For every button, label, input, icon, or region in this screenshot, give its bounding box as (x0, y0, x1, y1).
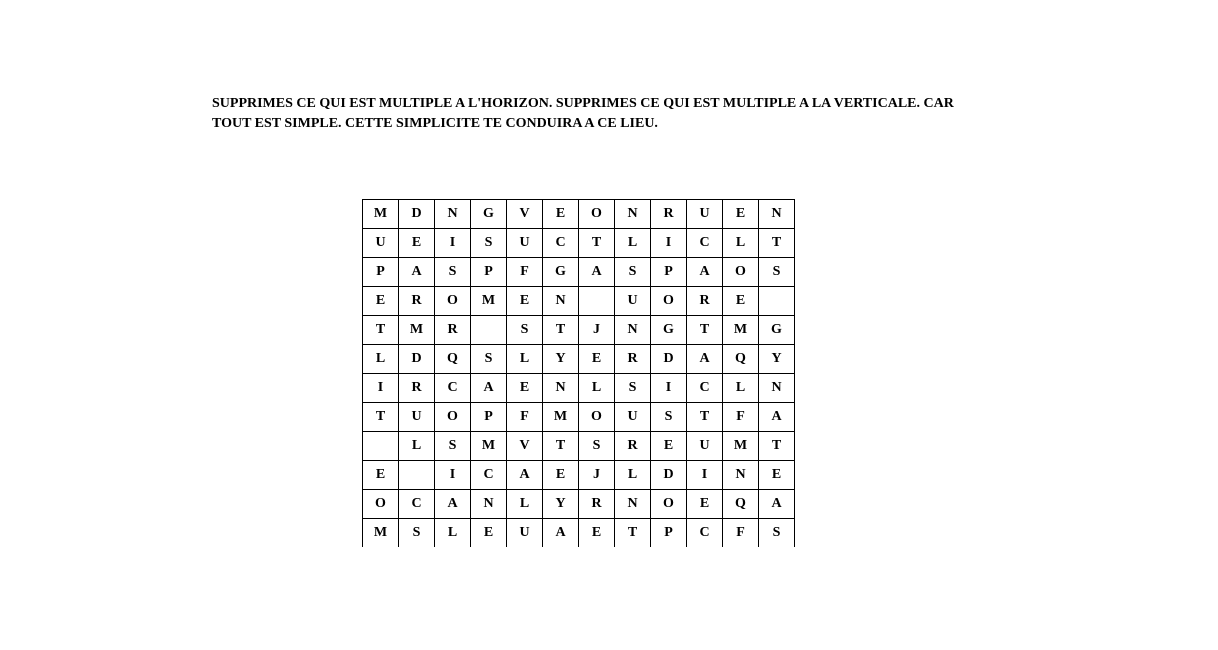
grid-cell: T (363, 403, 399, 432)
grid-cell: A (543, 519, 579, 548)
grid-cell: F (507, 403, 543, 432)
grid-cell: U (615, 287, 651, 316)
grid-cell: I (687, 461, 723, 490)
grid-cell (399, 461, 435, 490)
grid-cell: M (363, 200, 399, 229)
grid-cell (579, 287, 615, 316)
grid-cell: V (507, 200, 543, 229)
grid-cell: L (723, 229, 759, 258)
grid-cell: M (543, 403, 579, 432)
grid-cell: I (651, 374, 687, 403)
grid-cell: M (363, 519, 399, 548)
grid-row (363, 287, 795, 316)
grid-cell: Y (543, 345, 579, 374)
grid-cell: M (399, 316, 435, 345)
grid-cell: R (579, 490, 615, 519)
grid-cell: A (687, 345, 723, 374)
grid-cell: E (759, 461, 795, 490)
grid-cell: L (507, 490, 543, 519)
grid-cell: L (399, 432, 435, 461)
grid-cell: A (507, 461, 543, 490)
grid-cell: U (615, 403, 651, 432)
grid-cell: S (651, 403, 687, 432)
grid-cell: P (651, 258, 687, 287)
grid-cell: E (579, 345, 615, 374)
grid-cell: M (723, 316, 759, 345)
grid-cell: E (507, 287, 543, 316)
grid-cell: C (687, 374, 723, 403)
grid-cell: I (363, 374, 399, 403)
grid-cell: O (723, 258, 759, 287)
grid-cell: C (543, 229, 579, 258)
grid-cell: N (759, 374, 795, 403)
grid-row (363, 200, 795, 229)
grid-row (363, 374, 795, 403)
grid-cell: D (651, 345, 687, 374)
grid-row (363, 258, 795, 287)
grid-cell: E (651, 432, 687, 461)
instructions-line-1: SUPPRIMES CE QUI EST MULTIPLE A L'HORIZON. SUPPRIMES CE QUI EST MULTIPLE A LA VERTICALE. CAR (212, 96, 954, 111)
grid-cell: A (435, 490, 471, 519)
grid-cell: S (507, 316, 543, 345)
grid-cell: O (651, 287, 687, 316)
grid-cell: E (543, 461, 579, 490)
grid-cell (759, 287, 795, 316)
grid-cell: T (759, 229, 795, 258)
grid-cell: O (435, 287, 471, 316)
grid-cell (363, 432, 399, 461)
grid-cell: I (435, 229, 471, 258)
grid-cell: E (399, 229, 435, 258)
grid-cell: R (687, 287, 723, 316)
grid-row (363, 461, 795, 490)
grid-cell: S (579, 432, 615, 461)
grid-cell: L (435, 519, 471, 548)
grid-cell: S (471, 345, 507, 374)
grid-cell: N (543, 287, 579, 316)
grid-cell: S (615, 374, 651, 403)
grid-cell: G (543, 258, 579, 287)
grid-cell: E (363, 287, 399, 316)
grid-row (363, 519, 795, 548)
grid-cell: M (471, 287, 507, 316)
grid-cell: U (363, 229, 399, 258)
grid-cell: D (651, 461, 687, 490)
instructions-line-2: TOUT EST SIMPLE. CETTE SIMPLICITE TE CONDUIRA A CE LIEU. (212, 116, 658, 131)
grid-cell: T (615, 519, 651, 548)
grid-cell: E (723, 200, 759, 229)
grid-cell: U (687, 200, 723, 229)
grid-cell: N (615, 200, 651, 229)
grid-cell: T (687, 316, 723, 345)
grid-row (363, 432, 795, 461)
grid-cell: S (615, 258, 651, 287)
grid-cell: I (435, 461, 471, 490)
grid-cell: C (399, 490, 435, 519)
grid-cell: Q (723, 490, 759, 519)
grid-cell: U (399, 403, 435, 432)
grid-row (363, 403, 795, 432)
grid-cell: S (435, 258, 471, 287)
grid-cell: P (651, 519, 687, 548)
grid-cell: E (543, 200, 579, 229)
grid-cell: T (579, 229, 615, 258)
grid-cell: A (579, 258, 615, 287)
grid-cell: A (759, 403, 795, 432)
grid-cell: R (399, 374, 435, 403)
grid-cell: F (507, 258, 543, 287)
grid-cell: J (579, 316, 615, 345)
grid-cell: C (687, 519, 723, 548)
grid-cell: A (399, 258, 435, 287)
grid-cell: S (759, 519, 795, 548)
grid-cell: R (615, 345, 651, 374)
grid-cell: U (507, 519, 543, 548)
instructions-text (212, 94, 1072, 134)
grid-cell: U (687, 432, 723, 461)
grid-cell: R (435, 316, 471, 345)
grid-cell: C (687, 229, 723, 258)
grid-cell: A (759, 490, 795, 519)
grid-cell: E (723, 287, 759, 316)
grid-cell: E (507, 374, 543, 403)
grid-cell: P (471, 403, 507, 432)
grid-cell: S (471, 229, 507, 258)
grid-cell: R (615, 432, 651, 461)
grid-cell: Q (435, 345, 471, 374)
grid-cell: J (579, 461, 615, 490)
grid-cell: O (579, 200, 615, 229)
grid-cell: R (399, 287, 435, 316)
grid-cell: P (471, 258, 507, 287)
grid-cell: C (471, 461, 507, 490)
grid-cell: E (363, 461, 399, 490)
grid-cell: V (507, 432, 543, 461)
grid-row (363, 490, 795, 519)
grid-cell: N (471, 490, 507, 519)
grid-cell: N (615, 490, 651, 519)
grid-cell: G (651, 316, 687, 345)
grid-cell: E (579, 519, 615, 548)
letter-grid (362, 199, 795, 547)
grid-row (363, 345, 795, 374)
grid-row (363, 229, 795, 258)
grid-cell: N (723, 461, 759, 490)
grid-cell: E (687, 490, 723, 519)
grid-cell: I (651, 229, 687, 258)
grid-cell: L (723, 374, 759, 403)
grid-cell: N (435, 200, 471, 229)
grid-cell: N (543, 374, 579, 403)
grid-cell: F (723, 403, 759, 432)
grid-cell: C (435, 374, 471, 403)
grid-cell: O (651, 490, 687, 519)
grid-row (363, 316, 795, 345)
grid-cell (471, 316, 507, 345)
grid-cell: T (363, 316, 399, 345)
grid-cell: L (615, 461, 651, 490)
grid-cell: T (543, 432, 579, 461)
grid-cell: Y (759, 345, 795, 374)
grid-cell: G (759, 316, 795, 345)
grid-cell: L (507, 345, 543, 374)
grid-cell: O (435, 403, 471, 432)
grid-cell: T (543, 316, 579, 345)
grid-cell: L (615, 229, 651, 258)
grid-cell: Q (723, 345, 759, 374)
grid-cell: G (471, 200, 507, 229)
grid-cell: R (651, 200, 687, 229)
grid-cell: D (399, 200, 435, 229)
grid-cell: E (471, 519, 507, 548)
grid-cell: N (759, 200, 795, 229)
grid-cell: M (723, 432, 759, 461)
grid-cell: L (363, 345, 399, 374)
grid-cell: A (687, 258, 723, 287)
grid-cell: A (471, 374, 507, 403)
grid-cell: O (363, 490, 399, 519)
grid-cell: N (615, 316, 651, 345)
grid-cell: O (579, 403, 615, 432)
grid-cell: L (579, 374, 615, 403)
grid-cell: P (363, 258, 399, 287)
grid-cell: M (471, 432, 507, 461)
grid-cell: F (723, 519, 759, 548)
grid-cell: T (759, 432, 795, 461)
grid-cell: D (399, 345, 435, 374)
grid-cell: S (399, 519, 435, 548)
grid-cell: U (507, 229, 543, 258)
grid-cell: T (687, 403, 723, 432)
grid-cell: S (435, 432, 471, 461)
grid-cell: Y (543, 490, 579, 519)
grid-cell: S (759, 258, 795, 287)
